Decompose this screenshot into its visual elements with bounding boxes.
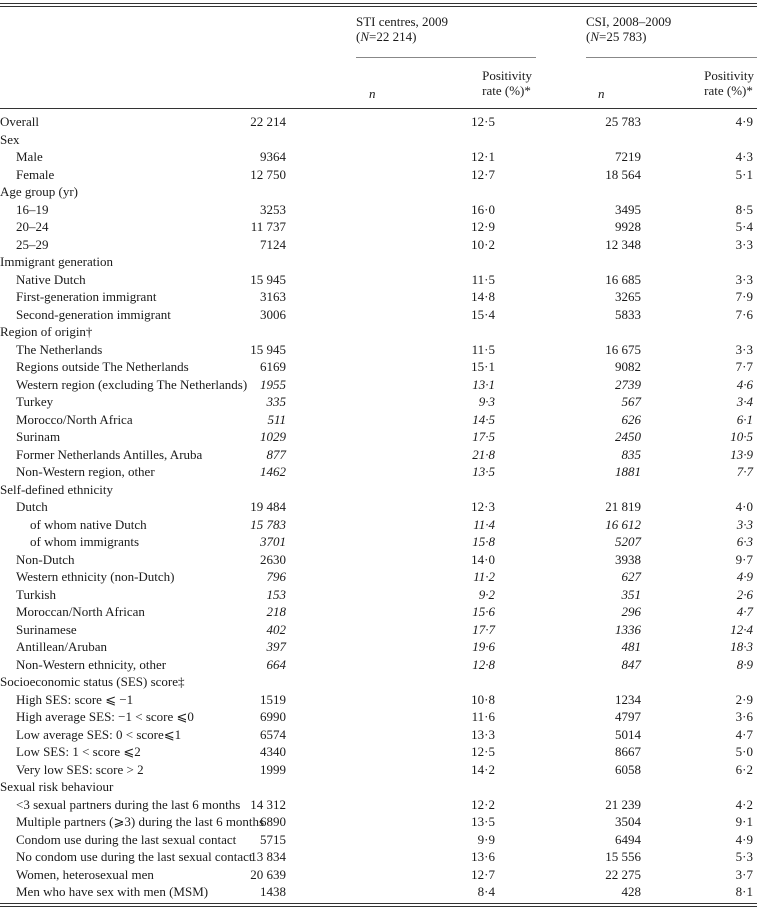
bottom-rule-2 [0, 906, 757, 907]
csi-rate-cell: 9·7 [735, 551, 753, 567]
csi-n-cell: 351 [621, 586, 641, 602]
sti-rate-cell: 11·6 [471, 709, 495, 724]
sti-rate-cell: 19·6 [472, 639, 495, 654]
header-rule [0, 108, 757, 109]
table-row [0, 638, 757, 656]
sti-n-cell: 14 312 [250, 796, 286, 812]
section-header-row [0, 778, 757, 796]
sti-n-cell: 4340 [260, 744, 286, 759]
section-header-row [0, 323, 757, 341]
csi-rate-cell: 5·0 [735, 744, 753, 759]
csi-n-cell: 5014 [615, 726, 641, 742]
sti-rate-cell: 13·1 [472, 376, 495, 392]
csi-rate-cell: 13·9 [730, 446, 753, 462]
table-row [0, 463, 757, 481]
csi-n-cell: 847 [621, 656, 641, 672]
table-row [0, 201, 757, 219]
table-row [0, 341, 757, 359]
row-label: of whom native Dutch [30, 516, 147, 532]
table-row [0, 743, 757, 761]
sti-n-cell: 511 [267, 411, 286, 427]
sti-n-cell: 6169 [260, 359, 286, 374]
sti-n-cell: 1999 [260, 761, 286, 777]
row-label: Native Dutch [16, 271, 86, 287]
row-label: The Netherlands [16, 341, 103, 357]
sti-rate-cell: 12·7 [471, 166, 495, 182]
csi-n-cell: 1881 [615, 464, 641, 479]
col-n-1: n [369, 86, 376, 101]
table-row [0, 236, 757, 254]
csi-rate-cell: 5·3 [735, 849, 753, 864]
csi-n-cell: 21 819 [605, 499, 641, 514]
csi-rate-cell: 8·5 [735, 201, 753, 217]
table-row [0, 148, 757, 166]
row-label: Non-Western ethnicity, other [16, 656, 167, 672]
table-row [0, 691, 757, 709]
csi-n-cell: 16 612 [605, 516, 641, 532]
table-row [0, 166, 757, 184]
sti-rate-cell: 9·3 [478, 394, 495, 409]
csi-n-cell: 5207 [615, 534, 641, 549]
row-label: Former Netherlands Antilles, Aruba [16, 446, 203, 462]
row-label: Dutch [16, 499, 48, 514]
csi-rate-cell: 4·7 [735, 726, 753, 742]
csi-n-cell: 9928 [615, 219, 641, 234]
table-row [0, 726, 757, 744]
group2-n-label: N [590, 29, 600, 44]
csi-rate-cell: 4·7 [736, 604, 753, 619]
table-body [0, 113, 757, 901]
sti-n-cell: 3701 [260, 534, 286, 549]
sti-rate-cell: 8·4 [477, 884, 495, 899]
csi-n-cell: 3495 [615, 201, 641, 217]
table-row [0, 883, 757, 901]
row-label: Region of origin† [0, 324, 93, 339]
csi-n-cell: 22 275 [605, 866, 641, 882]
row-label: High average SES: −1 < score ⩽0 [16, 709, 194, 724]
csi-n-cell: 3265 [615, 289, 641, 304]
sti-rate-cell: 12·5 [471, 114, 495, 129]
row-label: Western region (excluding The Netherlands) [16, 376, 248, 392]
row-label: Self-defined ethnicity [0, 481, 113, 497]
sti-rate-cell: 11·2 [473, 569, 495, 584]
csi-n-cell: 2739 [615, 376, 641, 392]
csi-rate-cell: 4·6 [736, 376, 753, 392]
table-row [0, 393, 757, 411]
csi-n-cell: 567 [621, 394, 641, 409]
sti-rate-cell: 12·7 [471, 866, 495, 882]
sti-rate-cell: 12·1 [471, 149, 495, 164]
csi-n-cell: 1234 [615, 691, 641, 707]
table-row [0, 848, 757, 866]
sti-n-cell: 2630 [260, 551, 286, 567]
sti-n-cell: 7124 [260, 236, 286, 252]
row-label: 20–24 [16, 219, 49, 234]
table-row [0, 446, 757, 464]
sti-rate-cell: 15·6 [472, 604, 495, 619]
row-label: Overall [0, 114, 39, 129]
csi-rate-cell: 3·3 [735, 236, 753, 252]
csi-n-cell: 428 [621, 884, 641, 899]
sti-n-cell: 664 [266, 656, 286, 672]
sti-n-cell: 153 [266, 586, 286, 602]
row-label: Sex [0, 131, 20, 147]
sti-n-cell: 402 [266, 621, 286, 637]
sti-rate-cell: 15·4 [471, 306, 495, 322]
csi-rate-cell: 7·9 [735, 289, 753, 304]
csi-rate-cell: 5·1 [735, 166, 753, 182]
sti-rate-cell: 14·5 [472, 411, 495, 427]
row-label: Non-Dutch [16, 551, 75, 567]
csi-rate-cell: 8·1 [735, 884, 753, 899]
sti-rate-cell: 14·8 [471, 289, 495, 304]
sti-n-cell: 218 [266, 604, 286, 619]
table-row [0, 411, 757, 429]
csi-rate-cell: 12·4 [730, 621, 753, 637]
sti-n-cell: 19 484 [250, 499, 286, 514]
section-header-row [0, 253, 757, 271]
sti-rate-cell: 13·5 [471, 814, 495, 829]
csi-rate-cell: 3·4 [736, 394, 753, 409]
csi-rate-cell: 4·2 [735, 796, 753, 812]
group1-n-value: =22 214 [369, 29, 413, 44]
section-header-row [0, 673, 757, 691]
sti-n-cell: 11 737 [250, 219, 286, 234]
table-row [0, 271, 757, 289]
sti-rate-cell: 14·2 [471, 761, 495, 777]
sti-rate-cell: 11·5 [471, 341, 495, 357]
sti-n-cell: 15 945 [250, 341, 286, 357]
sti-rate-cell: 13·5 [472, 464, 495, 479]
row-label: Turkish [16, 586, 56, 602]
sti-rate-cell: 9·2 [478, 586, 495, 602]
sti-n-cell: 3006 [260, 306, 286, 322]
sti-rate-cell: 13·3 [471, 726, 495, 742]
table-row [0, 498, 757, 516]
row-label: 16–19 [16, 201, 49, 217]
row-label: First-generation immigrant [16, 289, 157, 304]
csi-n-cell: 3938 [615, 551, 641, 567]
sti-n-cell: 5715 [260, 831, 286, 847]
csi-rate-cell: 6·3 [736, 534, 753, 549]
table-row [0, 516, 757, 534]
sti-rate-cell: 11·5 [471, 271, 495, 287]
csi-n-cell: 25 783 [605, 114, 641, 129]
table-row [0, 656, 757, 674]
table-row [0, 113, 757, 131]
sti-rate-cell: 12·5 [471, 744, 495, 759]
row-label: Antillean/Aruban [16, 639, 107, 654]
csi-rate-cell: 3·6 [735, 709, 753, 724]
sti-n-cell: 6990 [260, 709, 286, 724]
table-row [0, 586, 757, 604]
table-row [0, 533, 757, 551]
csi-rate-cell: 6·2 [735, 761, 753, 777]
col-rate-1: Positivity rate (%)* [482, 68, 532, 98]
csi-rate-cell: 7·7 [735, 359, 753, 374]
sti-n-cell: 20 639 [250, 866, 286, 882]
sti-n-cell: 877 [266, 446, 286, 462]
table-row [0, 761, 757, 779]
row-label: <3 sexual partners during the last 6 months [16, 796, 241, 812]
csi-n-cell: 6494 [615, 831, 641, 847]
table-row [0, 813, 757, 831]
table-row [0, 358, 757, 376]
table-row [0, 288, 757, 306]
bottom-rule-1 [0, 903, 757, 904]
table-row [0, 306, 757, 324]
row-label: Condom use during the last sexual contact [16, 831, 237, 847]
row-label: Non-Western region, other [16, 464, 155, 479]
table-row [0, 621, 757, 639]
row-label: Female [16, 166, 55, 182]
row-label: Second-generation immigrant [16, 306, 171, 322]
sti-rate-cell: 17·5 [472, 429, 495, 444]
sti-rate-cell: 9·9 [477, 831, 495, 847]
csi-n-cell: 18 564 [605, 166, 641, 182]
csi-n-cell: 21 239 [605, 796, 641, 812]
top-rule-1 [0, 3, 757, 4]
row-label: Multiple partners (⩾3) during the last 6 months [16, 814, 265, 829]
row-label: Moroccan/North African [16, 604, 145, 619]
csi-n-cell: 16 675 [605, 341, 641, 357]
sti-n-cell: 796 [266, 569, 286, 584]
csi-n-cell: 627 [621, 569, 641, 584]
csi-n-cell: 626 [621, 411, 641, 427]
sti-n-cell: 15 783 [250, 516, 286, 532]
row-label: Surinam [16, 429, 61, 444]
table-row [0, 831, 757, 849]
col-rate-2: Positivity rate (%)* [704, 68, 754, 98]
sti-rate-cell: 12·9 [471, 219, 495, 234]
row-label: 25–29 [16, 236, 49, 252]
csi-rate-cell: 10·5 [730, 429, 753, 444]
csi-rate-cell: 4·3 [735, 149, 753, 164]
table-row [0, 551, 757, 569]
sti-n-cell: 1519 [260, 691, 286, 707]
group1-header [356, 14, 448, 44]
row-label: Age group (yr) [0, 184, 78, 199]
sti-rate-cell: 16·0 [471, 201, 495, 217]
sti-n-cell: 3163 [260, 289, 286, 304]
row-label: No condom use during the last sexual contact [16, 849, 253, 864]
col-n-2: n [598, 86, 605, 101]
sti-rate-cell: 10·2 [471, 236, 495, 252]
csi-rate-cell: 4·9 [736, 569, 753, 584]
group2-underline [586, 57, 757, 58]
csi-rate-cell: 3·3 [735, 271, 753, 287]
csi-rate-cell: 7·7 [736, 464, 753, 479]
csi-rate-cell: 18·3 [730, 639, 753, 654]
group2-n: (N=25 783) [586, 29, 647, 44]
row-label: Low SES: 1 < score ⩽2 [16, 744, 141, 759]
csi-n-cell: 1336 [615, 621, 641, 637]
csi-n-cell: 6058 [615, 761, 641, 777]
sti-rate-cell: 12·2 [471, 796, 495, 812]
sti-n-cell: 3253 [260, 201, 286, 217]
csi-n-cell: 16 685 [605, 271, 641, 287]
row-label: Sexual risk behaviour [0, 779, 114, 794]
csi-rate-cell: 5·4 [735, 219, 753, 234]
sti-n-cell: 9364 [260, 149, 286, 164]
sti-n-cell: 1462 [260, 464, 286, 479]
row-label: High SES: score ⩽ −1 [16, 691, 134, 707]
row-label: Western ethnicity (non-Dutch) [16, 569, 175, 584]
row-label: Morocco/North Africa [16, 411, 133, 427]
csi-n-cell: 2450 [615, 429, 641, 444]
csi-n-cell: 8667 [615, 744, 641, 759]
sti-n-cell: 13 834 [250, 849, 286, 864]
sti-rate-cell: 15·8 [472, 534, 495, 549]
csi-rate-cell: 4·0 [735, 499, 753, 514]
row-label: Very low SES: score > 2 [16, 761, 144, 777]
section-header-row [0, 183, 757, 201]
row-label: Male [16, 149, 43, 164]
table-row [0, 603, 757, 621]
csi-n-cell: 481 [621, 639, 641, 654]
table-row [0, 218, 757, 236]
group1-title: STI centres, 2009 [356, 14, 449, 29]
sti-rate-cell: 21·8 [472, 446, 495, 462]
table-row [0, 428, 757, 446]
table-row [0, 376, 757, 394]
table-row [0, 796, 757, 814]
table-row [0, 708, 757, 726]
row-label: Surinamese [16, 621, 77, 637]
table-row [0, 568, 757, 586]
sti-rate-cell: 11·4 [473, 516, 495, 532]
sti-n-cell: 1029 [260, 429, 286, 444]
sti-n-cell: 335 [266, 394, 286, 409]
csi-rate-cell: 2·9 [735, 691, 753, 707]
csi-n-cell: 835 [621, 446, 641, 462]
sti-rate-cell: 10·8 [471, 691, 495, 707]
table-row [0, 866, 757, 884]
csi-n-cell: 12 348 [605, 236, 641, 252]
row-label: of whom immigrants [30, 534, 140, 549]
sti-n-cell: 6574 [260, 726, 286, 742]
group2-title: CSI, 2008–2009 [586, 14, 672, 29]
section-header-row [0, 481, 757, 499]
row-label: Socioeconomic status (SES) score‡ [0, 674, 185, 689]
csi-n-cell: 296 [621, 604, 641, 619]
group1-n-label: N [360, 29, 370, 44]
row-label: Women, heterosexual men [16, 866, 154, 882]
sti-n-cell: 1955 [260, 376, 286, 392]
csi-rate-cell: 3·3 [736, 516, 753, 532]
section-header-row [0, 131, 757, 149]
sti-rate-cell: 15·1 [471, 359, 495, 374]
csi-n-cell: 5833 [615, 306, 641, 322]
csi-rate-cell: 4·9 [735, 114, 753, 129]
csi-rate-cell: 3·7 [735, 866, 753, 882]
sti-n-cell: 12 750 [250, 166, 286, 182]
row-label: Turkey [16, 394, 54, 409]
row-label: Immigrant generation [0, 254, 113, 269]
group1-n: (N=22 214) [356, 29, 417, 44]
sti-rate-cell: 17·7 [472, 621, 495, 637]
csi-rate-cell: 3·3 [735, 341, 753, 357]
sti-rate-cell: 13·6 [471, 849, 495, 864]
group2-header [586, 14, 671, 44]
row-label: Regions outside The Netherlands [16, 359, 189, 374]
csi-n-cell: 7219 [615, 149, 641, 164]
row-label: Men who have sex with men (MSM) [16, 884, 209, 899]
row-label: Low average SES: 0 < score⩽1 [16, 726, 182, 742]
csi-rate-cell: 4·9 [735, 831, 753, 847]
top-rule-2 [0, 6, 757, 7]
csi-n-cell: 9082 [615, 359, 641, 374]
sti-n-cell: 22 214 [250, 114, 286, 129]
csi-rate-cell: 9·1 [735, 814, 753, 829]
csi-n-cell: 3504 [615, 814, 641, 829]
csi-n-cell: 15 556 [605, 849, 641, 864]
group2-n-value: =25 783 [599, 29, 643, 44]
sti-n-cell: 15 945 [250, 271, 286, 287]
csi-rate-cell: 6·1 [736, 411, 753, 427]
group1-underline [356, 57, 536, 58]
csi-rate-cell: 8·9 [736, 656, 753, 672]
csi-rate-cell: 7·6 [735, 306, 753, 322]
sti-n-cell: 397 [266, 639, 286, 654]
sti-n-cell: 1438 [260, 884, 286, 899]
csi-n-cell: 4797 [615, 709, 641, 724]
csi-rate-cell: 2·6 [736, 586, 753, 602]
sti-rate-cell: 12·3 [471, 499, 495, 514]
sti-rate-cell: 14·0 [471, 551, 495, 567]
sti-n-cell: 6890 [260, 814, 286, 829]
sti-rate-cell: 12·8 [472, 656, 495, 672]
